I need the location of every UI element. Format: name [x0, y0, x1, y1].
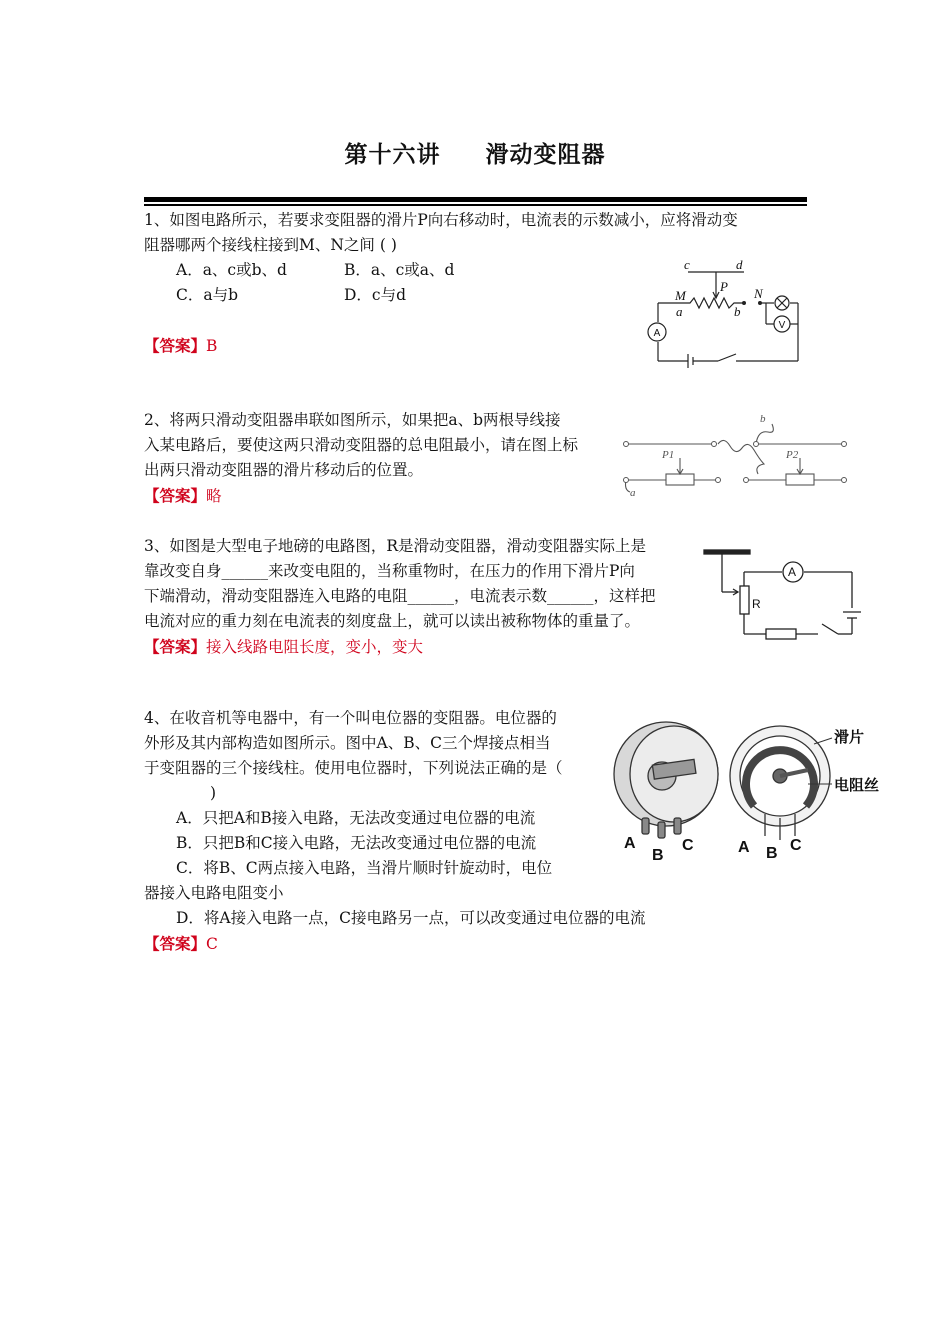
q4-text-line-1: 4、在收音机等电器中，有一个叫电位器的变阻器。电位器的: [144, 709, 557, 727]
q1-label-b: b: [734, 304, 741, 319]
title-rule-thin: [144, 204, 807, 206]
ammeter-symbol: A: [653, 328, 661, 339]
answer-label: 【答案】: [144, 336, 207, 355]
q1-label-p: P: [720, 279, 728, 294]
q3-text-line-1: 3、如图是大型电子地磅的电路图，R是滑动变阻器，滑动变阻器实际上是: [144, 537, 647, 555]
q4-int-label-b: B: [766, 845, 778, 862]
q3-text-line-3: 下端滑动，滑动变阻器连入电路的电阻______，电流表示数______，这样把: [144, 587, 656, 605]
answer-label: 【答案】: [144, 637, 207, 656]
page-title: 第十六讲 滑动变阻器: [344, 142, 606, 168]
q4-label-wire: 电阻丝: [834, 776, 880, 794]
q2-text-line-1: 2、将两只滑动变阻器串联如图所示，如果把a、b两根导线接: [144, 411, 561, 429]
q4-option-c-cont: 器接入电路电阻变小: [144, 884, 284, 902]
q3-label-r: R: [752, 597, 761, 611]
q1-text-line-2: 阻器哪两个接线柱接到M、N之间 ( ): [144, 236, 397, 254]
q1-circuit-figure: [644, 258, 808, 368]
title-rule-thick: [144, 197, 807, 202]
q4-option-a: A．只把A和B接入电路，无法改变通过电位器的电流: [176, 809, 536, 827]
q4-label-slider: 滑片: [834, 728, 865, 746]
answer-label: 【答案】: [144, 486, 207, 505]
q4-answer: [144, 931, 218, 957]
q1-answer: [144, 333, 217, 359]
q1-option-b: B．a、c或a、d: [344, 261, 455, 279]
q1-option-d: D．c与d: [344, 286, 407, 304]
q4-option-d: D．将A接入电路一点，C接电路另一点，可以改变通过电位器的电流: [176, 909, 646, 927]
q1-label-d: d: [736, 258, 743, 272]
q1-text-line-1: 1、如图电路所示，若要求变阻器的滑片P向右移动时，电流表的示数减小，应将滑动变: [144, 211, 738, 229]
voltmeter-symbol: V: [778, 320, 786, 331]
q3-answer: [144, 634, 423, 660]
answer-value: C: [206, 935, 218, 953]
q4-option-b: B．只把B和C接入电路，无法改变通过电位器的电流: [176, 834, 537, 852]
answer-value: 略: [206, 487, 222, 505]
q2-label-p1: P1: [662, 449, 675, 461]
q1-label-c: c: [684, 258, 690, 272]
q2-rheostats-figure: [618, 410, 850, 500]
q2-label-p2: P2: [786, 449, 799, 461]
q3-scale-circuit-figure: [700, 544, 864, 648]
q3-ammeter-symbol: A: [788, 565, 797, 579]
q2-label-a: a: [630, 487, 636, 499]
q1-option-c: C．a与b: [176, 286, 239, 304]
q1-label-m: M: [675, 288, 686, 303]
answer-value: B: [206, 337, 218, 355]
q4-text-line-3: 于变阻器的三个接线柱。使用电位器时，下列说法正确的是（: [144, 759, 563, 777]
q4-potentiometer-figure: [604, 714, 890, 866]
q3-text-line-2: 靠改变自身______来改变电阻的，当称重物时，在压力的作用下滑片P向: [144, 562, 635, 580]
q4-text-line-2: 外形及其内部构造如图所示。图中A、B、C三个焊接点相当: [144, 734, 551, 752]
answer-label: 【答案】: [144, 934, 207, 953]
q4-ext-label-c: C: [682, 837, 694, 854]
q4-ext-label-a: A: [624, 835, 636, 852]
q1-option-a: A．a、c或b、d: [176, 261, 287, 279]
q4-int-label-a: A: [738, 839, 750, 856]
q1-label-a: a: [676, 304, 683, 319]
q1-label-n: N: [754, 286, 763, 301]
q4-ext-label-b: B: [652, 847, 664, 864]
q4-option-c: C．将B、C两点接入电路，当滑片顺时针旋动时，电位: [176, 859, 553, 877]
q2-text-line-3: 出两只滑动变阻器的滑片移动后的位置。: [144, 461, 424, 479]
q2-label-b: b: [760, 413, 766, 425]
q4-int-label-c: C: [790, 837, 802, 854]
q4-text-line-4: ): [210, 784, 217, 802]
answer-value: 接入线路电阻长度，变小，变大: [206, 638, 424, 656]
q2-answer: [144, 483, 222, 509]
q2-text-line-2: 入某电路后，要使这两只滑动变阻器的总电阻最小，请在图上标: [144, 436, 579, 454]
q3-text-line-4: 电流对应的重力刻在电流表的刻度盘上，就可以读出被称物体的重量了。: [144, 612, 641, 630]
